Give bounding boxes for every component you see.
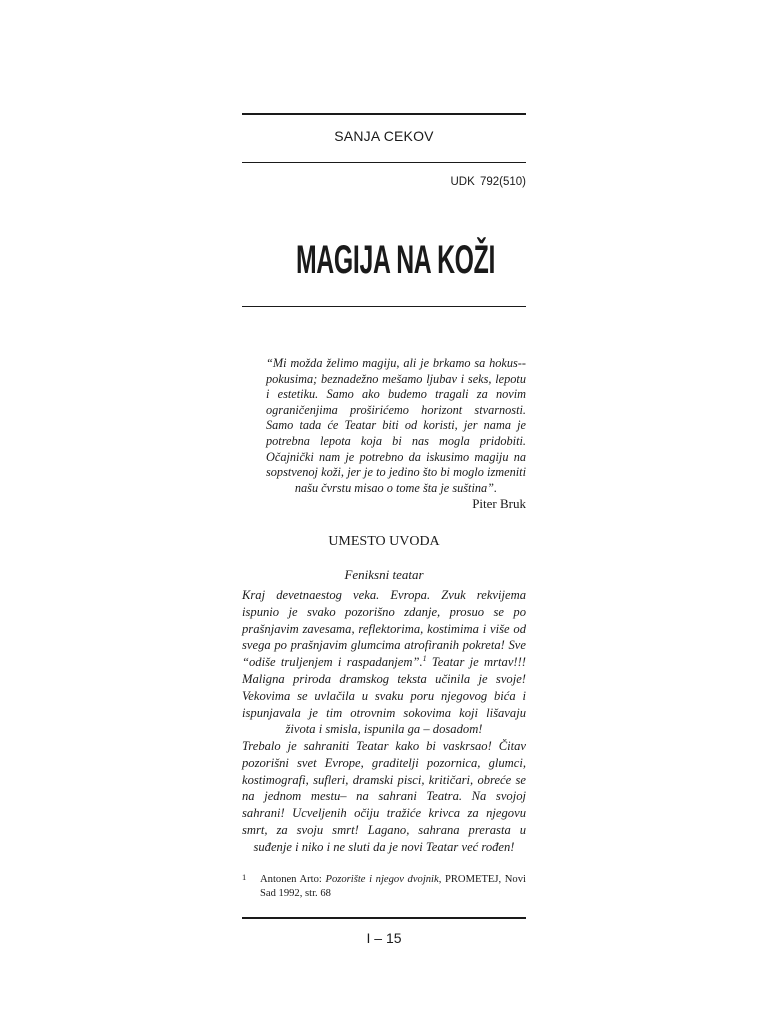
footer-rule — [242, 917, 526, 919]
body-paragraph-2: Trebalo je sahraniti Teatar kako bi vaskrsao! Čitav pozorišni svet Evrope, graditelji pozornica, glumci, kostimografi, sufleri, dramski pisci, kritičari, obreće se na jednom mestu– na sahrani Teatra. Na svojoj sahrani! Ucveljenih očiju tražiće krivca za njegovu smrt, za svoju smrt! Lagano, sahrana prerasta u suđenje i niko i ne sluti da je novi Teatar već rođen! — [242, 739, 526, 854]
footnote-work-title: Pozorište i njegov dvojnik — [325, 874, 439, 885]
footnote-reference[interactable]: 1 — [422, 654, 427, 663]
footnote-author: Antonen Arto: — [260, 874, 326, 885]
author-rule — [242, 162, 526, 163]
title-rule — [242, 306, 526, 307]
footnote — [242, 873, 526, 900]
epigraph-author: Piter Bruk — [472, 496, 526, 511]
body-paragraph-1 — [242, 587, 526, 738]
udk-code: UDK 792(510) — [450, 176, 526, 188]
paragraph-1-text-a: Kraj devetnaestog veka. Evropa. Zvuk rekvijema ispunio je svako pozorišno zdanje, prosuo se po prašnjavim zavesama, reflektorima, kostimima i više od svega po prašnjavim glumcima atrofiranih pokreta! Sve “odiše truljenjem i raspadanjem”. — [242, 588, 526, 670]
section-heading: UMESTO UVODA — [328, 534, 440, 549]
article-title: MAGIJA NA KOŽI — [295, 238, 496, 282]
footnote-text — [260, 873, 526, 900]
paragraph-1-text-b: Teatar je mrtav!!! Maligna priroda dramskog teksta učinila je svoje! Vekovima se uvlačila u svaku poru njegovog bića i ispunjavala je tim otrovnim sokovima koji lišavaju života i smisla, ispunila ga – dosadom! — [242, 655, 526, 737]
epigraph-quote: “Mi možda želimo magiju, ali je brkamo sa hokus--pokusima; beznadežno mešamo ljubav i seks, lepotu i estetiku. Samo ako budemo tragali za novim ograničenjima proširićemo horizont stvarnosti. Samo tada će Teatar biti od koristi, jer nama je potrebna lepota koja bi nas mogla pridobiti. Očajnički nam je potrebno da iskusimo magiju na sopstvenoj koži, jer je to jedino što bi moglo izmeniti našu čvrstu misao o tome šta je suština”. — [266, 356, 526, 495]
footnote-publication: , PROMETEJ, Novi Sad 1992, str. 68 — [260, 874, 526, 899]
author-name: SANJA CEKOV — [334, 128, 434, 144]
footnote-mark: 1 — [242, 872, 247, 882]
top-rule — [242, 113, 526, 115]
section-subheading: Feniksni teatar — [344, 567, 424, 582]
page-number: I – 15 — [366, 930, 402, 946]
